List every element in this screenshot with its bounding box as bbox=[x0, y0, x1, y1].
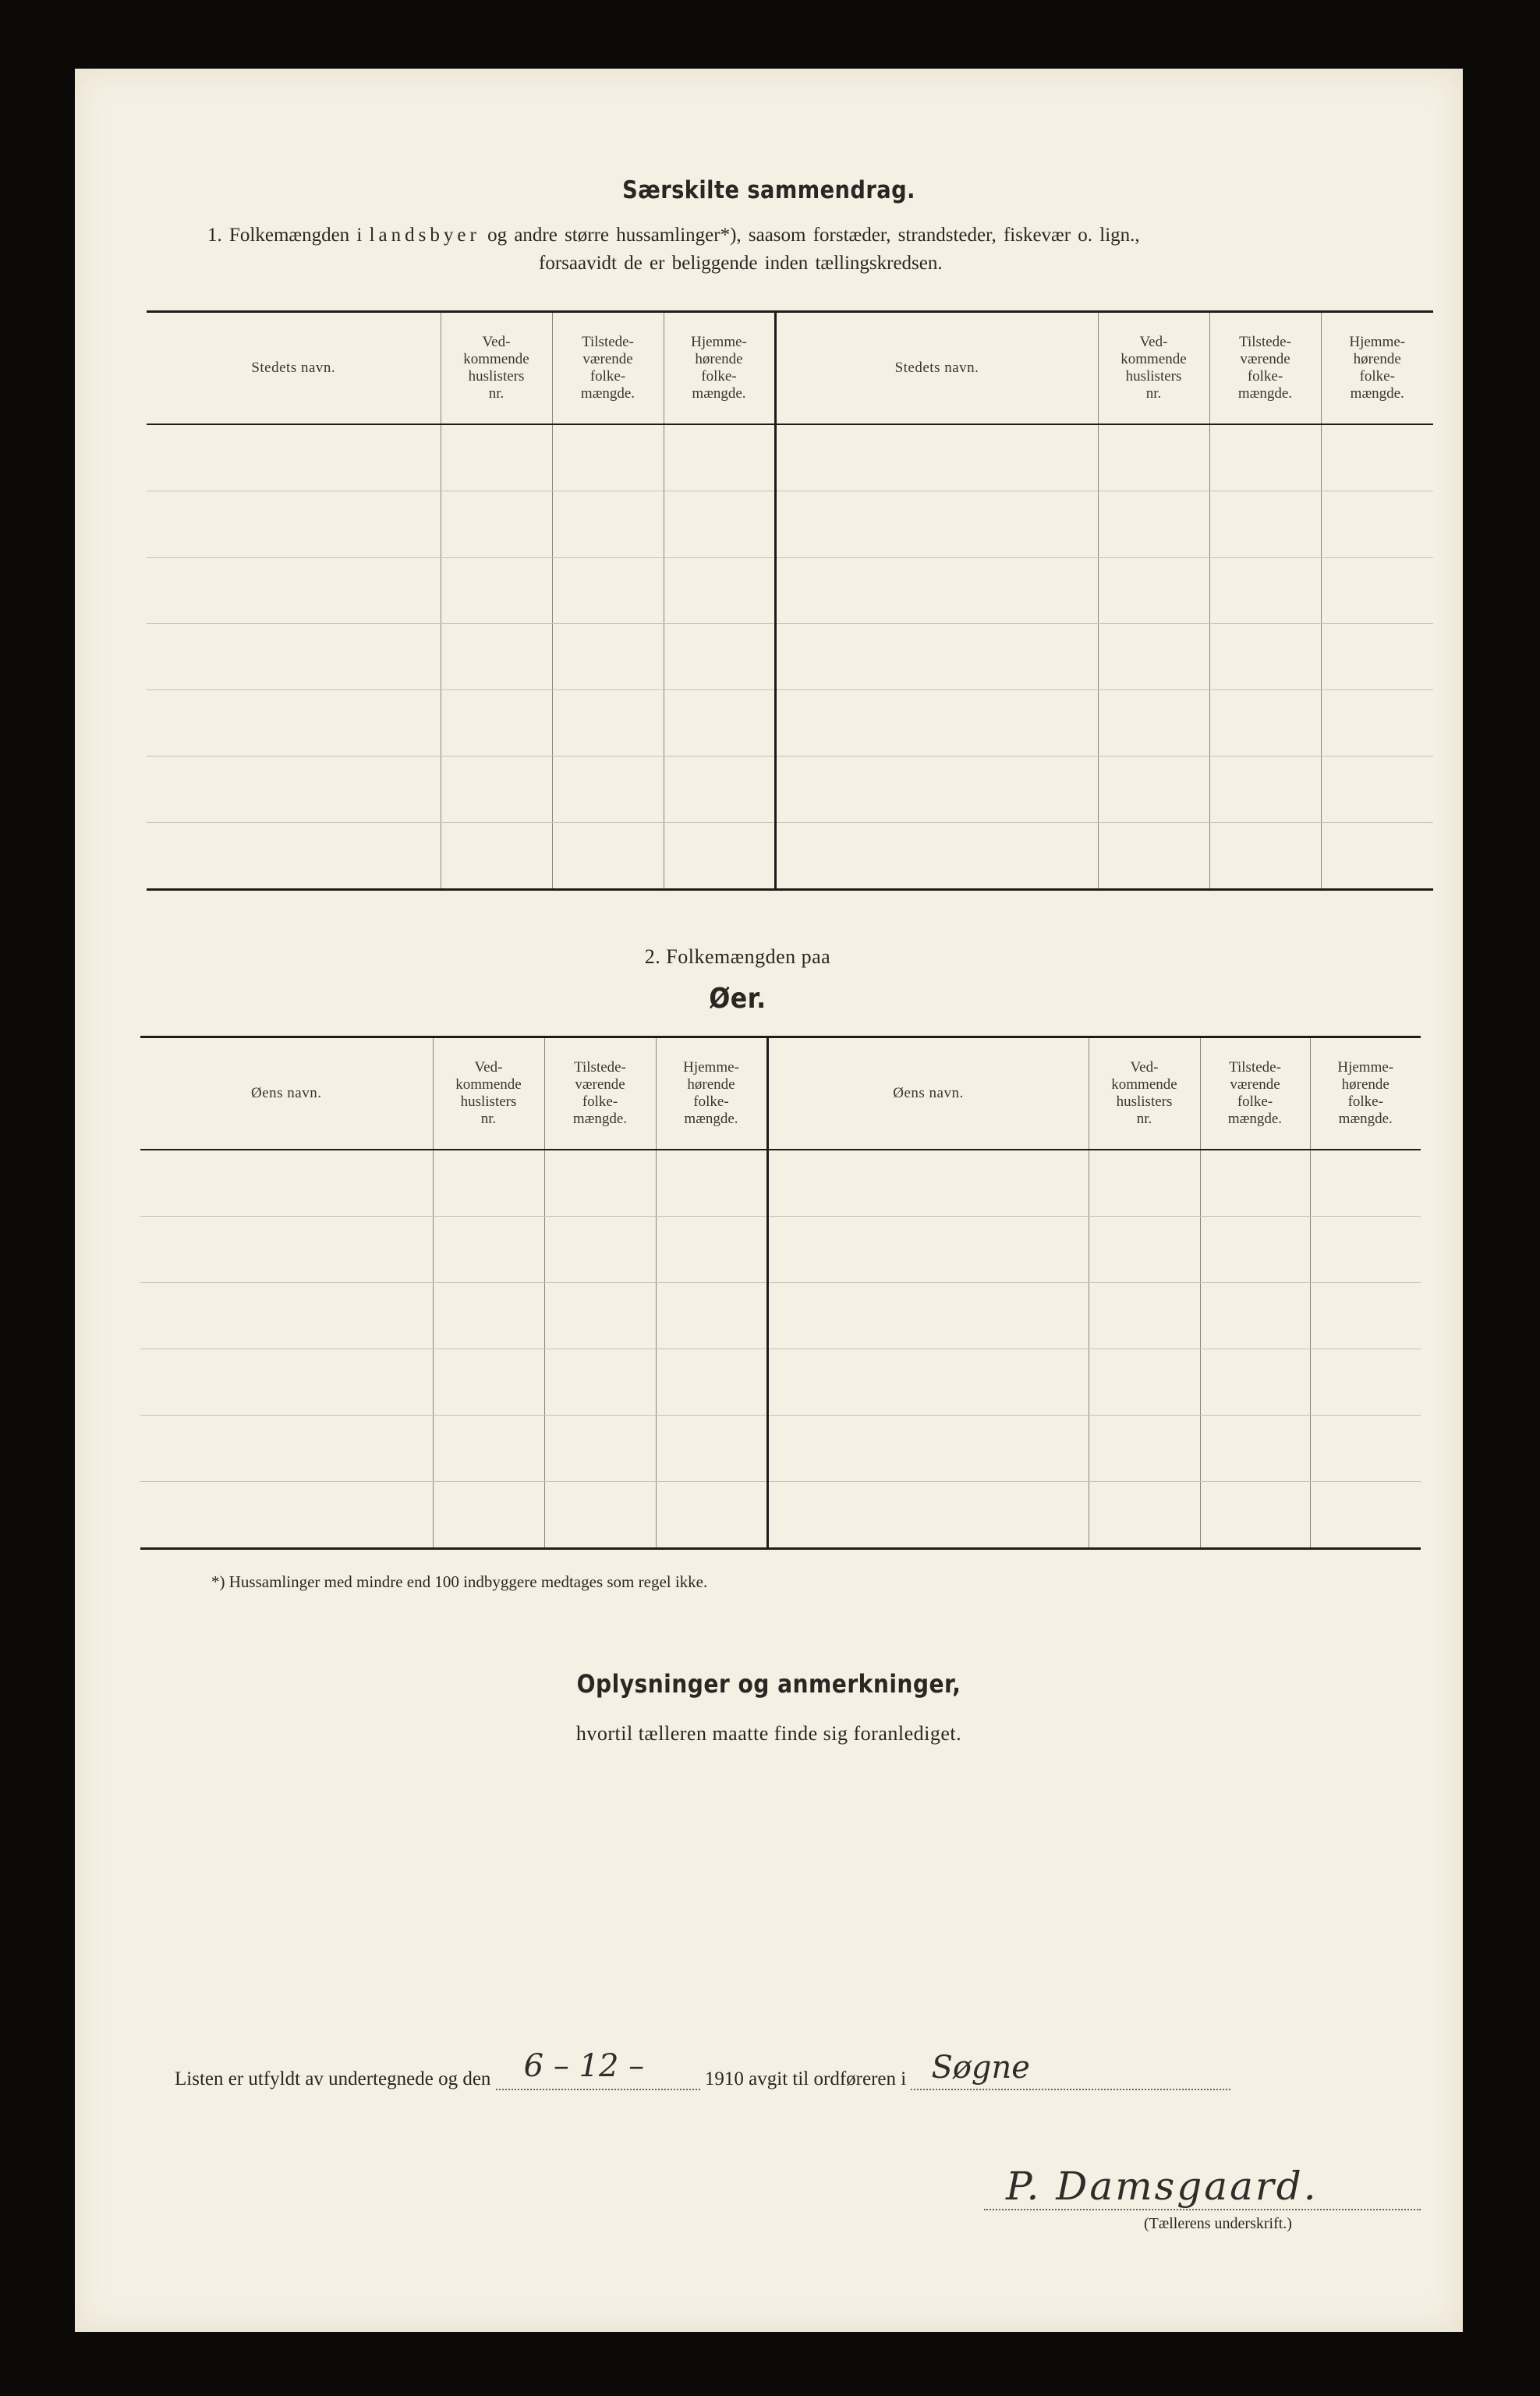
section1-table-cell bbox=[1321, 823, 1433, 890]
section2-table-cell bbox=[544, 1150, 656, 1217]
section1-table-cell bbox=[1209, 690, 1321, 757]
section2-column-header-4: Hjemme- hørende folke- mængde. bbox=[656, 1037, 767, 1150]
section2-table-cell bbox=[767, 1482, 1089, 1549]
place-field bbox=[911, 2050, 1230, 2090]
signature-line bbox=[175, 2048, 1230, 2090]
section1-table-cell bbox=[1098, 823, 1209, 890]
section1-table-cell bbox=[1321, 491, 1433, 558]
section2-table-cell bbox=[1310, 1150, 1421, 1217]
section1-table-cell bbox=[1209, 823, 1321, 890]
section1-table-cell bbox=[1321, 757, 1433, 823]
section1-table-cell bbox=[664, 491, 775, 558]
section2-table-cell bbox=[1200, 1416, 1310, 1482]
section1-table-cell bbox=[1209, 424, 1321, 491]
page-title: Særskilte sammendrag. bbox=[622, 176, 915, 204]
section1-table-cell bbox=[441, 624, 552, 690]
section2-column-header-7: Tilstede- værende folke- mængde. bbox=[1200, 1037, 1310, 1150]
section2-table-cell bbox=[1200, 1349, 1310, 1416]
section2-table-row bbox=[140, 1283, 1421, 1349]
section2-table-cell bbox=[544, 1482, 656, 1549]
section1-table-cell bbox=[147, 823, 441, 890]
section2-column-header-3: Tilstede- værende folke- mængde. bbox=[544, 1037, 656, 1150]
section2-table-row bbox=[140, 1416, 1421, 1482]
section1-column-header-2: Ved- kommende huslisters nr. bbox=[441, 312, 552, 425]
section1-table-cell bbox=[1209, 757, 1321, 823]
section2-table-row bbox=[140, 1217, 1421, 1283]
section2-column-header-2: Ved- kommende huslisters nr. bbox=[433, 1037, 544, 1150]
section1-table-row bbox=[147, 491, 1433, 558]
section2-table-cell bbox=[1089, 1150, 1200, 1217]
section2-table-cell bbox=[1089, 1217, 1200, 1283]
section2-column-header-8: Hjemme- hørende folke- mængde. bbox=[1310, 1037, 1421, 1150]
section2-table-cell bbox=[433, 1217, 544, 1283]
section2-table-cell bbox=[1089, 1283, 1200, 1349]
section2-table-cell bbox=[140, 1416, 433, 1482]
section2-table-cell bbox=[1089, 1349, 1200, 1416]
section2-table-cell bbox=[140, 1482, 433, 1549]
section2-table bbox=[140, 1036, 1421, 1550]
section1-table-cell bbox=[775, 491, 1098, 558]
section1-table bbox=[147, 310, 1433, 891]
section2-table-cell bbox=[433, 1150, 544, 1217]
section2-table-cell bbox=[656, 1482, 767, 1549]
section1-table-row bbox=[147, 424, 1433, 491]
place-handwritten: Søgne bbox=[931, 2050, 1030, 2086]
section1-table-cell bbox=[775, 690, 1098, 757]
section1-table-cell bbox=[1209, 491, 1321, 558]
section1-table-cell bbox=[441, 757, 552, 823]
section1-table-cell bbox=[1321, 624, 1433, 690]
section2-table-cell bbox=[767, 1349, 1089, 1416]
section1-column-header-4: Hjemme- hørende folke- mængde. bbox=[664, 312, 775, 425]
section1-column-header-7: Tilstede- værende folke- mængde. bbox=[1209, 312, 1321, 425]
section2-table-row bbox=[140, 1150, 1421, 1217]
section2-table-cell bbox=[433, 1283, 544, 1349]
section2-table-cell bbox=[140, 1217, 433, 1283]
section1-table-row bbox=[147, 690, 1433, 757]
section2-heading: 2. Folkemængden paa bbox=[644, 945, 831, 968]
section2-table-row bbox=[140, 1482, 1421, 1549]
section2-table-cell bbox=[1200, 1217, 1310, 1283]
section2-table-cell bbox=[1200, 1283, 1310, 1349]
section1-table-cell bbox=[664, 690, 775, 757]
footnote: *) Hussamlinger med mindre end 100 indbyggere medtages som regel ikke. bbox=[211, 1572, 708, 1591]
section1-table-cell bbox=[1098, 424, 1209, 491]
section2-table-cell bbox=[433, 1416, 544, 1482]
section2-table-cell bbox=[656, 1349, 767, 1416]
section2-table-cell bbox=[140, 1283, 433, 1349]
section2-heading-oer: Øer. bbox=[709, 983, 766, 1015]
section1-table-cell bbox=[441, 424, 552, 491]
section1-table-cell bbox=[147, 757, 441, 823]
section1-table-cell bbox=[147, 690, 441, 757]
section1-table-cell bbox=[552, 757, 664, 823]
section1-table-cell bbox=[441, 823, 552, 890]
section1-table-cell bbox=[552, 624, 664, 690]
section1-column-header-3: Tilstede- værende folke- mængde. bbox=[552, 312, 664, 425]
section2-table-cell bbox=[1200, 1150, 1310, 1217]
year-printed: 1910 bbox=[704, 2068, 744, 2089]
section2-table-cell bbox=[767, 1217, 1089, 1283]
remarks-title: Oplysninger og anmerkninger, bbox=[576, 1669, 961, 1699]
date-field bbox=[496, 2048, 700, 2090]
section1-table-cell bbox=[147, 491, 441, 558]
section1-table-cell bbox=[775, 624, 1098, 690]
signature-line-text-b: avgit til ordføreren i bbox=[749, 2068, 907, 2089]
section1-table-cell bbox=[664, 757, 775, 823]
section1-table-cell bbox=[552, 491, 664, 558]
section2-table-cell bbox=[1200, 1482, 1310, 1549]
section1-table-cell bbox=[664, 624, 775, 690]
section2-table-row bbox=[140, 1349, 1421, 1416]
section2-table-cell bbox=[1310, 1416, 1421, 1482]
section1-table-cell bbox=[552, 823, 664, 890]
section2-table-cell bbox=[1310, 1283, 1421, 1349]
signature-dotted-line bbox=[984, 2159, 1421, 2210]
section1-column-header-8: Hjemme- hørende folke- mængde. bbox=[1321, 312, 1433, 425]
section1-intro-spaced: landsbyer bbox=[369, 225, 480, 246]
section2-table-cell bbox=[544, 1349, 656, 1416]
section1-table-cell bbox=[775, 558, 1098, 624]
section1-table-cell bbox=[552, 558, 664, 624]
section1-table-cell bbox=[441, 690, 552, 757]
section1-table-cell bbox=[441, 491, 552, 558]
section2-table-cell bbox=[544, 1217, 656, 1283]
section1-table-cell bbox=[147, 558, 441, 624]
section1-table-cell bbox=[664, 424, 775, 491]
section1-table-cell bbox=[664, 823, 775, 890]
section1-table-cell bbox=[775, 757, 1098, 823]
section1-table-row bbox=[147, 558, 1433, 624]
section1-table-cell bbox=[441, 558, 552, 624]
signature-line-text-a: Listen er utfyldt av undertegnede og den bbox=[175, 2068, 491, 2089]
section1-table-cell bbox=[1098, 558, 1209, 624]
section1-table-cell bbox=[1321, 690, 1433, 757]
section2-table-cell bbox=[656, 1217, 767, 1283]
section1-intro-line1 bbox=[207, 225, 1140, 246]
section1-table-cell bbox=[1321, 424, 1433, 491]
section2-table-cell bbox=[656, 1150, 767, 1217]
section1-table-row bbox=[147, 757, 1433, 823]
section1-table-cell bbox=[147, 624, 441, 690]
signature-handwritten: P. Damsgaard. bbox=[1006, 2164, 1319, 2209]
section2-table-cell bbox=[767, 1416, 1089, 1482]
section2-column-header-1: Øens navn. bbox=[140, 1037, 433, 1150]
section2-table-cell bbox=[1310, 1349, 1421, 1416]
section1-table-cell bbox=[552, 690, 664, 757]
section1-column-header-5: Stedets navn. bbox=[775, 312, 1098, 425]
section1-table-cell bbox=[1209, 558, 1321, 624]
section1-table-cell bbox=[664, 558, 775, 624]
section2-table-cell bbox=[1310, 1217, 1421, 1283]
section2-table-cell bbox=[656, 1416, 767, 1482]
section1-table-cell bbox=[1209, 624, 1321, 690]
section1-table-cell bbox=[552, 424, 664, 491]
census-form-page bbox=[75, 69, 1463, 2332]
section1-table-cell bbox=[1098, 624, 1209, 690]
section2-table-cell bbox=[1310, 1482, 1421, 1549]
signature-field bbox=[984, 2159, 1421, 2233]
section2-table-cell bbox=[1089, 1416, 1200, 1482]
section1-table-cell bbox=[1098, 491, 1209, 558]
section2-table-cell bbox=[656, 1283, 767, 1349]
section2-table-cell bbox=[1089, 1482, 1200, 1549]
signature-caption: (Tællerens underskrift.) bbox=[1144, 2215, 1292, 2232]
section1-column-header-6: Ved- kommende huslisters nr. bbox=[1098, 312, 1209, 425]
section1-intro-end: og andre større hussamlinger*), saasom forstæder, strandsteder, fiskevær o. lign., bbox=[480, 225, 1140, 246]
section1-table-cell bbox=[775, 424, 1098, 491]
section2-table-cell bbox=[767, 1283, 1089, 1349]
section1-table-row bbox=[147, 823, 1433, 890]
section2-table-cell bbox=[140, 1150, 433, 1217]
section2-table-cell bbox=[433, 1482, 544, 1549]
section1-table-cell bbox=[1321, 558, 1433, 624]
section1-table-cell bbox=[775, 823, 1098, 890]
section1-column-header-1: Stedets navn. bbox=[147, 312, 441, 425]
section1-table-row bbox=[147, 624, 1433, 690]
section1-table-cell bbox=[1098, 757, 1209, 823]
section1-table-cell bbox=[1098, 690, 1209, 757]
section2-table-cell bbox=[140, 1349, 433, 1416]
section2-table-cell bbox=[767, 1150, 1089, 1217]
remarks-subtitle: hvortil tælleren maatte finde sig foranlediget. bbox=[575, 1722, 962, 1745]
date-handwritten: 6 – 12 – bbox=[523, 2048, 645, 2084]
section1-intro-line2: forsaavidt de er beliggende inden tællingskredsen. bbox=[539, 253, 943, 274]
section1-table-cell bbox=[147, 424, 441, 491]
section2-column-header-5: Øens navn. bbox=[767, 1037, 1089, 1150]
section1-intro-start: 1. Folkemængden i bbox=[207, 225, 370, 246]
section2-table-cell bbox=[433, 1349, 544, 1416]
section2-column-header-6: Ved- kommende huslisters nr. bbox=[1089, 1037, 1200, 1150]
section2-table-cell bbox=[544, 1283, 656, 1349]
section2-table-cell bbox=[544, 1416, 656, 1482]
